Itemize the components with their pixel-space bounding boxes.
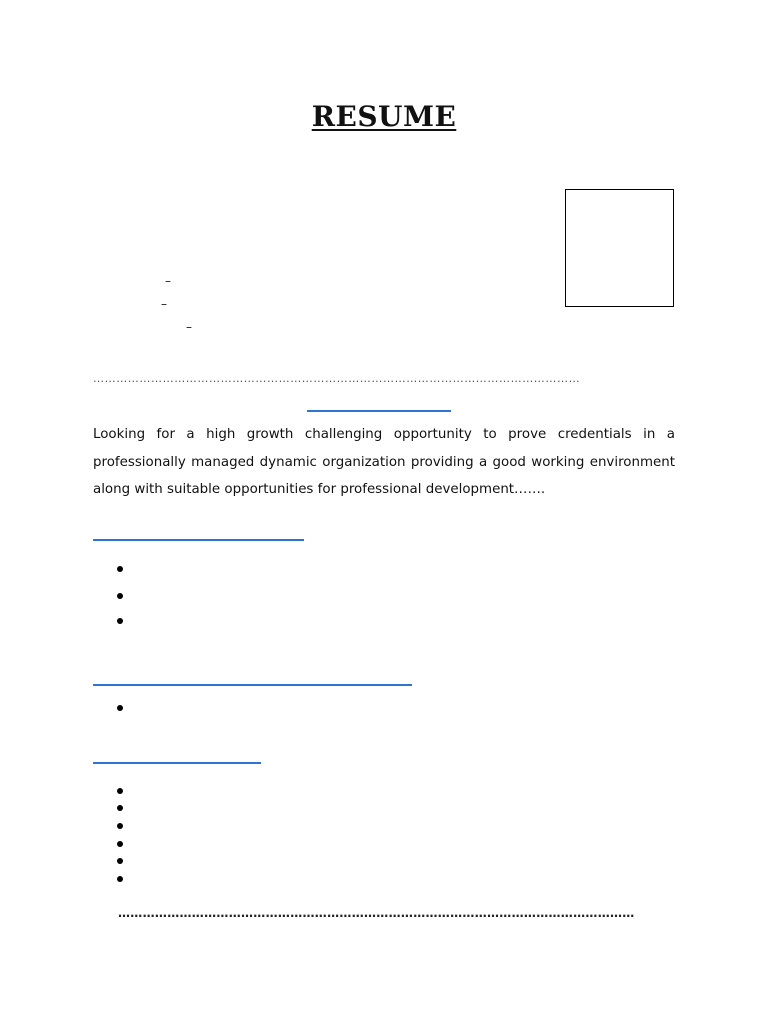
- list-bullet: [117, 593, 123, 599]
- list-bullet: [117, 618, 123, 624]
- list-bullet: [117, 805, 123, 811]
- section-separator-bottom: ………………………………………………………………………………………………………………: [118, 906, 635, 920]
- header-dash-1: –: [165, 274, 171, 288]
- list-bullet: [117, 858, 123, 864]
- list-bullet: [117, 841, 123, 847]
- header-dash-2: –: [161, 297, 167, 311]
- list-bullet: [117, 788, 123, 794]
- section-separator-top: ………………………………………………………………………………………………………………: [93, 372, 581, 385]
- section-heading-rule-3: [93, 762, 261, 764]
- objective-paragraph: Looking for a high growth challenging opportunity to prove credentials in a professionally managed dynamic organization providing a good working environment along with suitable opportunities for professional development…….: [93, 427, 675, 497]
- header-dash-3: –: [186, 320, 192, 334]
- page-title: RESUME: [311, 100, 457, 133]
- objective-heading-rule: [307, 410, 451, 412]
- photo-placeholder: [565, 189, 674, 307]
- list-bullet: [117, 705, 123, 711]
- list-bullet: [117, 876, 123, 882]
- list-bullet: [117, 823, 123, 829]
- section-heading-rule-2: [93, 684, 412, 686]
- list-bullet: [117, 566, 123, 572]
- section-heading-rule-1: [93, 539, 304, 541]
